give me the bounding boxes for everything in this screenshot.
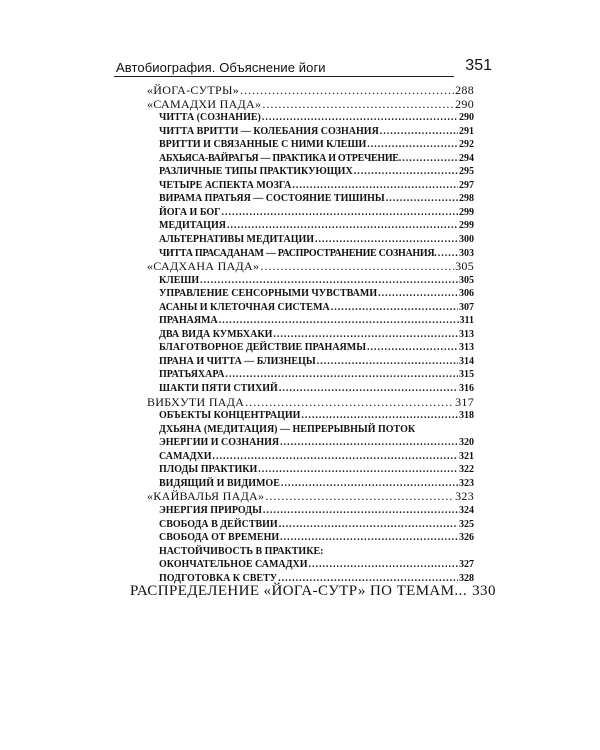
toc-chapter-entry[interactable] xyxy=(147,219,474,233)
toc-footer-entry[interactable] xyxy=(130,583,494,600)
toc-dot-leader xyxy=(281,477,458,491)
toc-dot-leader xyxy=(200,274,458,288)
toc-entry-page: 317 xyxy=(455,394,474,409)
toc-entry-title: СВОБОДА ОТ ВРЕМЕНИ xyxy=(159,532,280,544)
toc-dot-leader xyxy=(260,260,454,274)
toc-part-entry[interactable] xyxy=(147,84,474,98)
toc-entry-title: УПРАВЛЕНИЕ СЕНСОРНЫМИ ЧУВСТВАМИ xyxy=(159,288,378,300)
page-number: 351 xyxy=(465,57,492,74)
toc-entry-page: 318 xyxy=(459,410,474,422)
toc-entry-page: 316 xyxy=(459,383,474,395)
toc-chapter-entry[interactable] xyxy=(147,247,474,261)
toc-dot-leader xyxy=(265,490,454,504)
toc-chapter-entry[interactable] xyxy=(147,206,474,220)
table-of-contents xyxy=(147,84,474,585)
toc-chapter-entry[interactable] xyxy=(147,328,474,342)
toc-dot-leader xyxy=(434,247,459,261)
toc-part-entry[interactable] xyxy=(147,396,474,410)
toc-entry-page: 290 xyxy=(455,96,474,111)
toc-entry-page: 290 xyxy=(459,112,474,124)
toc-entry-page: 307 xyxy=(459,301,474,313)
running-header xyxy=(114,57,492,82)
toc-entry-title: «САДХАНА ПАДА» xyxy=(147,259,260,274)
toc-entry-title: ПРАНАЯМА xyxy=(159,315,218,327)
toc-dot-leader xyxy=(213,450,459,464)
toc-entry-title: ВИБХУТИ ПАДА xyxy=(147,394,245,409)
toc-entry-title: ЙОГА И БОГ xyxy=(159,206,221,218)
toc-entry-page: 288 xyxy=(455,83,474,97)
toc-entry-title: ВИРАМА ПРАТЬЯЯ — СОСТОЯНИЕ ТИШИНЫ xyxy=(159,193,385,205)
toc-entry-title: ЭНЕРГИИ И СОЗНАНИЯ xyxy=(159,437,280,449)
toc-entry-title: ПЛОДЫ ПРАКТИКИ xyxy=(159,464,258,476)
toc-chapter-entry[interactable] xyxy=(147,450,474,464)
toc-chapter-entry[interactable] xyxy=(147,504,474,518)
toc-dot-leader xyxy=(317,355,458,369)
toc-entry-page: 305 xyxy=(459,274,474,286)
toc-part-entry[interactable] xyxy=(147,260,474,274)
toc-entry-title: ОБЪЕКТЫ КОНЦЕНТРАЦИИ xyxy=(159,410,301,422)
toc-chapter-entry[interactable] xyxy=(147,287,474,301)
toc-chapter-entry[interactable] xyxy=(147,138,474,152)
toc-entry-page: 297 xyxy=(459,179,474,191)
toc-entry-page: 291 xyxy=(459,125,474,137)
toc-chapter-entry[interactable] xyxy=(147,152,474,166)
toc-entry-page: 303 xyxy=(459,247,474,259)
toc-chapter-entry[interactable] xyxy=(147,165,474,179)
toc-chapter-entry[interactable] xyxy=(147,477,474,491)
toc-entry-title: СВОБОДА В ДЕЙСТВИИ xyxy=(159,518,278,530)
toc-entry-title: ВИДЯЩИЙ И ВИДИМОЕ xyxy=(159,477,280,489)
toc-entry-title: ЭНЕРГИЯ ПРИРОДЫ xyxy=(159,504,262,516)
toc-entry-page: 294 xyxy=(459,152,474,164)
toc-entry-title: ВРИТТИ И СВЯЗАННЫЕ С НИМИ КЛЕШИ xyxy=(159,139,367,151)
toc-entry-title: КЛЕШИ xyxy=(159,274,200,286)
toc-footer-page: 330 xyxy=(472,583,496,599)
toc-part-entry[interactable] xyxy=(147,490,474,504)
toc-chapter-entry[interactable] xyxy=(147,111,474,125)
toc-entry-page: 325 xyxy=(459,518,474,530)
toc-entry-page: 298 xyxy=(459,193,474,205)
toc-entry-title: АЛЬТЕРНАТИВЫ МЕДИТАЦИИ xyxy=(159,234,315,246)
toc-entry-title: ОКОНЧАТЕЛЬНОЕ САМАДХИ xyxy=(159,559,308,571)
toc-dot-leader xyxy=(280,436,458,450)
toc-entry-title: САМАДХИ xyxy=(159,450,212,462)
toc-part-entry[interactable] xyxy=(147,98,474,112)
toc-entry-title: ПРАНА И ЧИТТА — БЛИЗНЕЦЫ xyxy=(159,355,316,367)
toc-entry-title: АБХЬЯСА-ВАЙРАГЬЯ — ПРАКТИКА И ОТРЕЧЕНИЕ xyxy=(159,152,399,164)
toc-dot-leader xyxy=(240,84,454,98)
toc-entry-page: 328 xyxy=(459,572,474,584)
toc-entry-page: 326 xyxy=(459,532,474,544)
toc-chapter-entry[interactable] xyxy=(147,233,474,247)
toc-entry-page: 292 xyxy=(459,139,474,151)
toc-chapter-entry[interactable] xyxy=(147,301,474,315)
toc-dot-leader xyxy=(258,463,458,477)
toc-entry-first-line: НАСТОЙЧИВОСТЬ В ПРАКТИКЕ: xyxy=(159,545,324,557)
toc-dot-leader xyxy=(380,125,458,139)
toc-entry-page: 306 xyxy=(459,288,474,300)
toc-entry-title: ЧИТТА (СОЗНАНИЕ) xyxy=(159,112,261,124)
toc-chapter-entry[interactable] xyxy=(147,355,474,369)
toc-entry-page: 327 xyxy=(459,559,474,571)
toc-entry-title: БЛАГОТВОРНОЕ ДЕЙСТВИЕ ПРАНАЯМЫ xyxy=(159,342,367,354)
toc-entry-page: 313 xyxy=(459,342,474,354)
toc-dot-leader xyxy=(315,233,458,247)
toc-dot-leader xyxy=(279,382,458,396)
toc-chapter-entry[interactable] xyxy=(147,531,474,545)
toc-dot-leader xyxy=(309,558,458,572)
toc-dot-leader xyxy=(225,368,458,382)
toc-entry-page: 322 xyxy=(459,464,474,476)
toc-entry-page: 324 xyxy=(459,504,474,516)
toc-dot-leader xyxy=(263,504,458,518)
toc-chapter-entry[interactable] xyxy=(147,341,474,355)
toc-dot-leader xyxy=(292,179,458,193)
toc-dot-leader xyxy=(273,328,458,342)
toc-chapter-entry[interactable] xyxy=(147,192,474,206)
toc-dot-leader xyxy=(331,301,458,315)
toc-entry-title: РАЗЛИЧНЫЕ ТИПЫ ПРАКТИКУЮЩИХ xyxy=(159,166,353,178)
toc-dot-leader xyxy=(386,192,458,206)
toc-entry-title: ЧИТТА ВРИТТИ — КОЛЕБАНИЯ СОЗНАНИЯ xyxy=(159,125,379,137)
toc-chapter-entry[interactable] xyxy=(147,314,474,328)
toc-entry-page: 323 xyxy=(455,489,474,504)
toc-entry-page: 299 xyxy=(459,206,474,218)
toc-entry-page: 300 xyxy=(459,234,474,246)
toc-dot-leader xyxy=(301,409,458,423)
toc-chapter-entry[interactable] xyxy=(147,382,474,396)
toc-dot-leader xyxy=(222,206,458,220)
toc-chapter-entry[interactable] xyxy=(147,274,474,288)
toc-entry-title: МЕДИТАЦИЯ xyxy=(159,220,226,232)
toc-entry-page: 314 xyxy=(459,355,474,367)
toc-footer-title: РАСПРЕДЕЛЕНИЕ «ЙОГА-СУТР» ПО ТЕМАМ xyxy=(130,583,455,599)
toc-dot-leader xyxy=(262,98,454,112)
toc-dot-leader xyxy=(219,314,459,328)
toc-dot-leader xyxy=(262,111,458,125)
toc-entry-title: ШАКТИ ПЯТИ СТИХИЙ xyxy=(159,383,278,395)
toc-entry-title: ПОДГОТОВКА К СВЕТУ xyxy=(159,572,278,584)
toc-chapter-entry[interactable] xyxy=(147,125,474,139)
toc-dot-leader xyxy=(245,396,454,410)
running-header-title: Автобиография. Объяснение йоги xyxy=(116,60,326,75)
toc-entry-title: «ЙОГА-СУТРЫ» xyxy=(147,83,240,97)
toc-dot-leader xyxy=(367,138,458,152)
toc-entry-page: 323 xyxy=(459,477,474,489)
toc-dot-leader xyxy=(354,165,458,179)
toc-chapter-entry[interactable] xyxy=(147,558,474,572)
toc-entry-page: 305 xyxy=(455,259,474,274)
toc-entry-title: ЧЕТЫРЕ АСПЕКТА МОЗГА xyxy=(159,179,292,191)
toc-chapter-entry[interactable] xyxy=(147,463,474,477)
header-rule xyxy=(114,76,454,77)
toc-dot-leader xyxy=(378,287,458,301)
toc-dot-leader xyxy=(367,341,458,355)
toc-entry-page: 321 xyxy=(459,450,474,462)
toc-chapter-entry[interactable] xyxy=(147,518,474,532)
toc-entry-page: 315 xyxy=(459,369,474,381)
toc-chapter-entry[interactable] xyxy=(147,436,474,450)
toc-entry-title: ДВА ВИДА КУМБХАКИ xyxy=(159,328,273,340)
toc-dot-leader xyxy=(279,518,458,532)
toc-chapter-entry[interactable] xyxy=(147,409,474,423)
toc-dot-leader xyxy=(399,152,459,166)
toc-chapter-entry[interactable] xyxy=(147,368,474,382)
toc-entry-page: 299 xyxy=(459,220,474,232)
toc-entry-page: 320 xyxy=(459,437,474,449)
toc-entry-page: 311 xyxy=(459,315,474,327)
toc-chapter-entry[interactable] xyxy=(147,179,474,193)
toc-entry-title: АСАНЫ И КЛЕТОЧНАЯ СИСТЕМА xyxy=(159,301,330,313)
toc-footer-leader xyxy=(454,583,467,600)
toc-dot-leader xyxy=(280,531,458,545)
toc-entry-page: 295 xyxy=(459,166,474,178)
toc-entry-page: 313 xyxy=(459,328,474,340)
toc-entry-first-line: ДХЬЯНА (МЕДИТАЦИЯ) — НЕПРЕРЫВНЫЙ ПОТОК xyxy=(159,423,416,435)
toc-entry-title: ЧИТТА ПРАСАДАНАМ — РАСПРОСТРАНЕНИЕ СОЗНАНИЯ xyxy=(159,247,435,259)
toc-entry-title: «САМАДХИ ПАДА» xyxy=(147,96,262,111)
toc-entry-title: ПРАТЬЯХАРА xyxy=(159,369,225,381)
toc-dot-leader xyxy=(227,219,458,233)
toc-entry-title: «КАЙВАЛЬЯ ПАДА» xyxy=(147,489,265,504)
